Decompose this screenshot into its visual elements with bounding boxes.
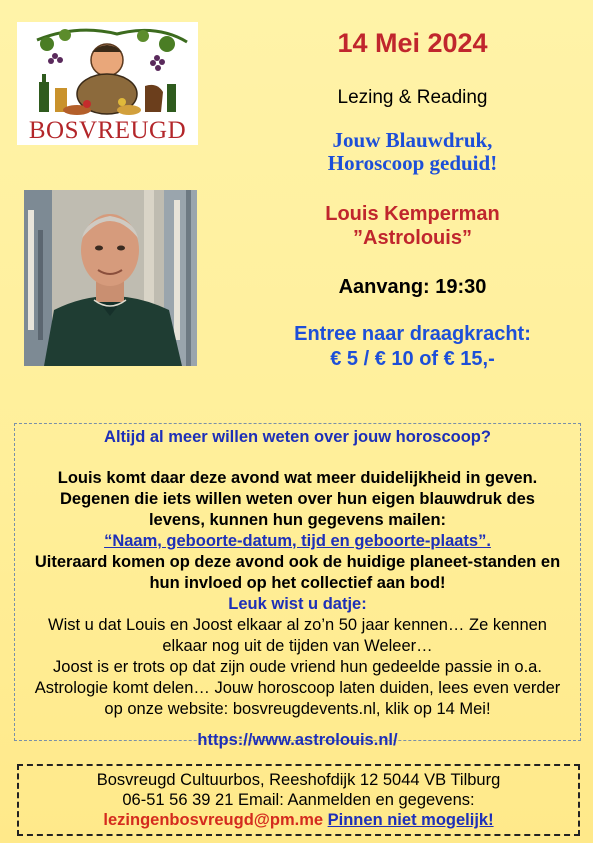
pin-notice: Pinnen niet mogelijk! [327,811,494,829]
speaker-block [232,202,593,250]
start-time: Aanvang: 19:30 [338,276,487,298]
info-box [14,423,581,749]
speaker-alias: ”Astrolouis” [353,227,472,249]
logo-illustration-icon [17,22,198,122]
speaker-photo [24,190,197,366]
entry-fee-line1: Entree naar draagkracht: [294,323,531,345]
info-intro: Louis komt daar deze avond wat meer duidelijkheid in geven. Degenen die iets willen weten over hun eigen blauwdruk des levens, kunnen hun gegevens mailen: [57,469,538,529]
speaker-name: Louis Kemperman [325,203,500,225]
event-title [232,129,593,175]
footer-email-row [19,810,578,830]
footer-phone: 06-51 56 39 21 Email: Aanmelden en gegevens: [122,791,475,809]
footer-email[interactable]: lezingenbosvreugd@pm.me [103,811,324,829]
entry-fee-line2: € 5 / € 10 of € 15,- [330,348,495,370]
fact-paragraph-1: Wist u dat Louis en Joost elkaar al zo’n 50 jaar kennen… Ze kennen elkaar nog uit de tijden van Weleer… [48,616,547,655]
mail-fields-link[interactable]: “Naam, geboorte-datum, tijd en geboorte-plaats”. [104,532,491,550]
bosvreugd-logo [17,22,198,145]
info-planets: Uiteraard komen op deze avond ook de huidige planeet-standen en hun invloed op het collectief aan bod! [34,553,561,592]
contact-footer [17,764,580,836]
event-title-line2: Horoscoop geduid! [327,151,498,175]
speaker-portrait-icon [24,190,197,366]
event-type: Lezing & Reading [337,87,488,108]
fact-title: Leuk wist u datje: [228,595,367,613]
footer-address: Bosvreugd Cultuurbos, Reeshofdijk 12 5044 VB Tilburg [96,771,501,789]
info-question: Altijd al meer willen weten over jouw horoscoop? [104,428,491,446]
entry-fee [232,322,593,372]
event-date: 14 Mei 2024 [337,28,488,58]
event-title-line1: Jouw Blauwdruk, [332,128,493,152]
website-link[interactable]: https://www.astrolouis.nl/ [197,731,398,749]
logo-wordmark: BOSVREUGD [28,117,187,144]
fact-paragraph-2: Joost is er trots op dat zijn oude vriend hun gedeelde passie in o.a. Astrologie komt delen… Jouw horoscoop laten duiden, lees even verder op onze website: bosvreugdevents.nl, klik op 14 Mei! [34,658,561,718]
